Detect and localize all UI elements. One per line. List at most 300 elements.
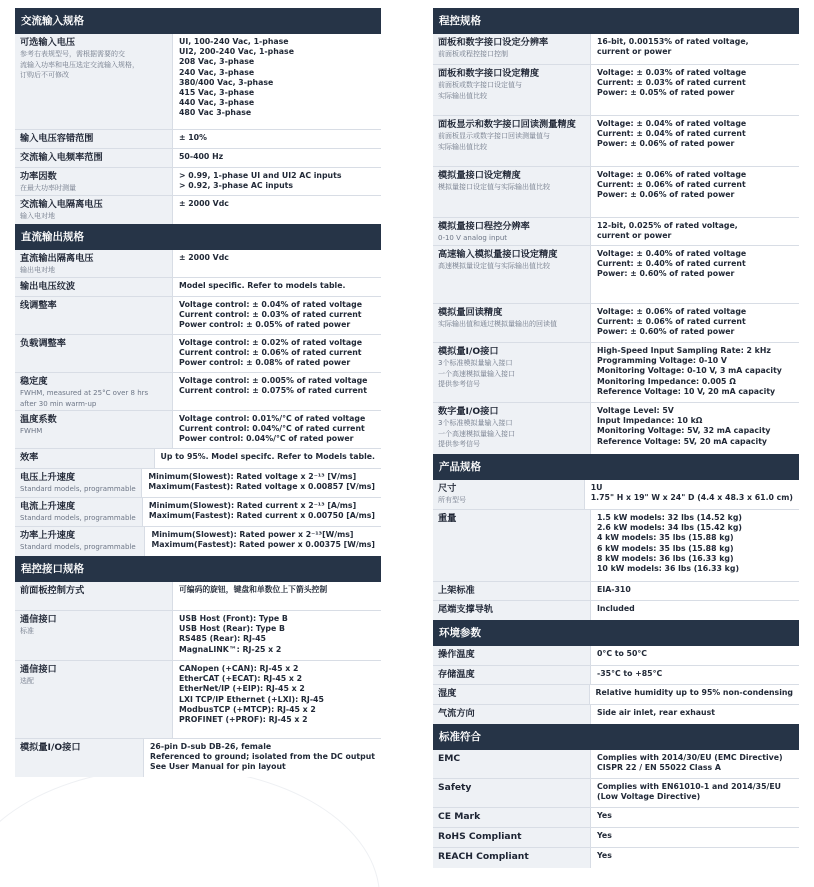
- spec-label-cell: [15, 335, 173, 372]
- right-spec-column: [433, 8, 799, 868]
- spec-value: Power control: ± 0.05% of rated power: [179, 320, 351, 330]
- spec-label-note: 在最大功率时测量: [20, 184, 76, 192]
- spec-section: [15, 224, 381, 556]
- spec-label-cell: [15, 168, 173, 195]
- spec-value: 415 Vac, 3-phase: [179, 88, 255, 98]
- spec-value: Maximum(Fastest): Rated power x 0.00375 [W/ms]: [151, 540, 375, 550]
- spec-label-cell: [433, 218, 591, 245]
- spec-label-cell: [433, 510, 591, 581]
- spec-row: [433, 403, 799, 454]
- spec-value: 440 Vac, 3-phase: [179, 98, 255, 108]
- spec-label: 效率: [20, 452, 39, 463]
- spec-value-cell: [591, 343, 799, 402]
- background-arc: [0, 767, 380, 887]
- spec-label-cell: [433, 480, 585, 509]
- spec-value: Power: ± 0.05% of rated power: [597, 88, 735, 98]
- spec-row: [433, 601, 799, 620]
- spec-label: REACH Compliant: [438, 851, 529, 862]
- spec-row: [15, 130, 381, 149]
- spec-label-cell: [15, 196, 173, 224]
- spec-value: Power: ± 0.60% of rated power: [597, 269, 735, 279]
- spec-value: Current control: ± 0.075% of rated current: [179, 386, 367, 396]
- spec-value: -35°C to +85°C: [597, 669, 663, 678]
- spec-value-cell: [591, 510, 799, 581]
- spec-row: [15, 739, 381, 777]
- spec-row: [433, 685, 799, 705]
- spec-label-cell: [433, 666, 591, 684]
- spec-label-note: 3个标准模拟量输入接口: [438, 419, 513, 427]
- spec-value: Voltage: ± 0.04% of rated voltage: [597, 119, 747, 128]
- spec-label: 线调整率: [20, 300, 57, 311]
- spec-row: [15, 373, 381, 411]
- spec-row: [433, 167, 799, 218]
- spec-value-cell: [591, 167, 799, 217]
- spec-value: Voltage: ± 0.06% of rated voltage: [597, 307, 747, 316]
- spec-row: [15, 661, 381, 739]
- spec-value: 1U: [590, 483, 603, 492]
- spec-value: 1.5 kW models: 32 lbs (14.52 kg): [597, 513, 742, 522]
- spec-row: [15, 498, 381, 527]
- spec-label-cell: [433, 705, 591, 724]
- spec-row: [433, 343, 799, 403]
- spec-label-note: 选配: [20, 677, 34, 685]
- spec-value: Yes: [597, 851, 612, 860]
- spec-value: 208 Vac, 3-phase: [179, 57, 255, 67]
- spec-label-cell: [433, 65, 591, 115]
- spec-value-cell: [591, 705, 799, 724]
- spec-value: EtherCAT (+ECAT): RJ-45 x 2: [179, 674, 303, 684]
- spec-value-cell: [173, 335, 381, 372]
- spec-value: CISPR 22 / EN 55022 Class A: [597, 763, 721, 773]
- spec-label: 功率上升速度: [20, 530, 76, 541]
- section-title: 直流输出规格: [15, 224, 381, 250]
- spec-label-cell: [433, 34, 591, 64]
- spec-value-cell: [173, 661, 381, 738]
- spec-value: Input Impedance: 10 kΩ: [597, 416, 703, 426]
- spec-value-cell: [585, 480, 799, 509]
- spec-label-note: FWHM: [20, 427, 43, 435]
- spec-value-cell: [173, 611, 381, 660]
- spec-value-cell: [173, 149, 381, 167]
- spec-value-cell: [591, 646, 799, 665]
- spec-value-cell: [155, 449, 381, 468]
- spec-value: Complies with EN61010-1 and 2014/35/EU: [597, 782, 782, 791]
- spec-label-cell: [433, 304, 591, 342]
- spec-value: 2.6 kW models: 34 lbs (15.42 kg): [597, 523, 742, 533]
- spec-label-cell: [433, 403, 591, 454]
- spec-label-cell: [15, 250, 173, 277]
- spec-label-note: 3个标准模拟量输入接口: [438, 359, 513, 367]
- spec-label-note: 输出电对地: [20, 266, 55, 274]
- spec-value: Voltage control: ± 0.02% of rated voltage: [179, 338, 363, 347]
- spec-value-cell: [144, 739, 381, 777]
- spec-label-note: FWHM, measured at 25°C over 8 hrs: [20, 389, 149, 397]
- spec-value-cell: [591, 582, 799, 600]
- spec-value: Power: ± 0.06% of rated power: [597, 139, 735, 149]
- spec-row: [433, 34, 799, 65]
- spec-value: ± 2000 Vdc: [179, 199, 229, 208]
- spec-value-cell: [173, 278, 381, 296]
- spec-label-note: 提供参考信号: [438, 380, 480, 388]
- section-title: 环境参数: [433, 620, 799, 646]
- spec-label: 模拟量接口设定精度: [438, 170, 521, 181]
- spec-label-cell: [15, 278, 173, 296]
- spec-value: PROFINET (+PROF): RJ-45 x 2: [179, 715, 308, 725]
- spec-value: 240 Vac, 3-phase: [179, 67, 255, 77]
- section-title: 标准符合: [433, 724, 799, 750]
- spec-label-cell: [15, 149, 173, 167]
- spec-value-cell: [591, 808, 799, 827]
- spec-label-cell: [15, 498, 143, 526]
- spec-label: 交流输入电频率范围: [20, 152, 103, 163]
- spec-value: 50-400 Hz: [179, 152, 224, 161]
- spec-label: 气流方向: [438, 708, 475, 719]
- spec-value: 8 kW models: 36 lbs (16.33 kg): [597, 553, 734, 563]
- spec-value: Relative humidity up to 95% non-condensing: [595, 688, 793, 697]
- spec-label: CE Mark: [438, 811, 481, 822]
- spec-label: 直流输出隔离电压: [20, 253, 94, 264]
- spec-label-note: 实际输出值比较: [438, 142, 487, 151]
- spec-value: Current: ± 0.40% of rated current: [597, 259, 746, 269]
- spec-value-cell: [173, 250, 381, 277]
- spec-value: Voltage Level: 5V: [597, 406, 674, 415]
- spec-value-cell: [173, 297, 381, 334]
- spec-row: [15, 34, 381, 130]
- spec-value-cell: [173, 373, 381, 410]
- spec-label-cell: [433, 343, 591, 402]
- spec-value: USB Host (Rear): Type B: [179, 624, 285, 634]
- spec-row: [433, 218, 799, 246]
- spec-label-cell: [15, 449, 155, 468]
- spec-label-note: 所有型号: [438, 496, 466, 504]
- spec-value: current or power: [597, 47, 672, 57]
- spec-label-note: 一个高速模拟量输入接口: [438, 429, 515, 438]
- spec-value-cell: [591, 34, 799, 64]
- spec-value: current or power: [597, 231, 672, 241]
- spec-label-note: 前面板或程控接口控制: [438, 50, 508, 58]
- spec-value-cell: [145, 527, 381, 556]
- spec-value: Current: ± 0.06% of rated current: [597, 317, 746, 327]
- spec-label-note: 模拟量接口设定值与实际输出值比较: [438, 183, 550, 191]
- spec-value: Voltage: ± 0.03% of rated voltage: [597, 68, 747, 77]
- spec-value-cell: [591, 666, 799, 684]
- spec-value: MagnaLINK™: RJ-25 x 2: [179, 644, 282, 654]
- spec-value: Voltage control: 0.01%/°C of rated voltage: [179, 414, 366, 423]
- spec-value: Yes: [597, 831, 612, 840]
- spec-row: [433, 808, 799, 828]
- spec-label: 存储温度: [438, 669, 475, 680]
- spec-value: Current control: 0.04%/°C of rated current: [179, 424, 365, 434]
- spec-label: RoHS Compliant: [438, 831, 522, 842]
- spec-value: > 0.92, 3-phase AC inputs: [179, 181, 294, 191]
- spec-value: High-Speed Input Sampling Rate: 2 kHz: [597, 346, 771, 355]
- spec-label-cell: [15, 411, 173, 448]
- spec-label: 尾端支撑导轨: [438, 604, 494, 615]
- spec-label: 稳定度: [20, 376, 48, 387]
- spec-label: 通信接口: [20, 664, 57, 675]
- spec-label-cell: [433, 750, 591, 778]
- spec-label-note: 标准: [20, 627, 34, 635]
- spec-value: Minimum(Slowest): Rated current x 2⁻¹³ [A/ms]: [148, 501, 357, 510]
- spec-value: USB Host (Front): Type B: [179, 614, 288, 623]
- spec-row: [15, 449, 381, 469]
- spec-label-cell: [15, 130, 173, 148]
- spec-label-cell: [15, 611, 173, 660]
- spec-value: Programming Voltage: 0-10 V: [597, 356, 727, 366]
- spec-label-cell: [433, 848, 591, 868]
- spec-value-cell: [591, 828, 799, 847]
- spec-label: 可选输入电压: [20, 37, 76, 48]
- spec-label-cell: [15, 739, 144, 777]
- spec-value: Side air inlet, rear exhaust: [597, 708, 715, 717]
- spec-label-note: 流输入功率和电压选定交流输入规格，: [20, 60, 139, 69]
- spec-label-cell: [15, 373, 173, 410]
- spec-value: Minimum(Slowest): Rated power x 2⁻¹³[W/ms]: [151, 530, 354, 539]
- spec-value-cell: [173, 582, 381, 610]
- spec-value: 12-bit, 0.025% of rated voltage,: [597, 221, 738, 230]
- spec-row: [433, 828, 799, 848]
- spec-label: 交流输入电隔离电压: [20, 199, 103, 210]
- spec-value: Monitoring Impedance: 0.005 Ω: [597, 376, 736, 386]
- spec-value: > 0.99, 1-phase UI and UI2 AC inputs: [179, 171, 342, 180]
- spec-label-cell: [433, 582, 591, 600]
- spec-value: Current control: ± 0.06% of rated current: [179, 348, 362, 358]
- spec-value-cell: [591, 403, 799, 454]
- spec-label-note: 0-10 V analog input: [438, 234, 508, 242]
- spec-row: [15, 278, 381, 297]
- spec-value: Up to 95%. Model specifc. Refer to Models table.: [160, 452, 375, 461]
- left-spec-column: [15, 8, 381, 777]
- spec-value: UI2, 200-240 Vac, 1-phase: [179, 47, 294, 57]
- spec-value: Voltage control: ± 0.04% of rated voltage: [179, 300, 363, 309]
- spec-value: UI, 100-240 Vac, 1-phase: [179, 37, 289, 46]
- spec-label: EMC: [438, 753, 461, 764]
- spec-value: Power control: 0.04%/°C of rated power: [179, 434, 354, 444]
- spec-section: [15, 556, 381, 777]
- spec-value: Voltage: ± 0.06% of rated voltage: [597, 170, 747, 179]
- spec-row: [433, 705, 799, 724]
- spec-label-note: 一个高速模拟量输入接口: [438, 369, 515, 378]
- spec-value: Power: ± 0.06% of rated power: [597, 190, 735, 200]
- spec-label: 面板和数字接口设定精度: [438, 68, 540, 79]
- spec-value: 1.75" H x 19" W x 24" D (4.4 x 48.3 x 61.0 cm): [590, 493, 793, 503]
- spec-label: 通信接口: [20, 614, 57, 625]
- spec-value-cell: [173, 34, 381, 129]
- spec-value: 26-pin D-sub DB-26, female: [150, 742, 272, 751]
- spec-label: 湿度: [438, 688, 457, 699]
- spec-row: [433, 304, 799, 343]
- spec-value: Current: ± 0.03% of rated current: [597, 78, 746, 88]
- spec-label: 电流上升速度: [20, 501, 76, 512]
- section-title: 程控规格: [433, 8, 799, 34]
- spec-value-cell: [591, 116, 799, 166]
- section-title: 产品规格: [433, 454, 799, 480]
- spec-value: Current: ± 0.06% of rated current: [597, 180, 746, 190]
- spec-value-cell: [143, 498, 381, 526]
- spec-row: [433, 750, 799, 779]
- spec-label-note: 前面板显示或数字接口回读测量值与: [438, 132, 550, 140]
- spec-value-cell: [142, 469, 381, 497]
- spec-label-note: 订购后不可修改: [20, 71, 69, 79]
- spec-value: 6 kW models: 35 lbs (15.88 kg): [597, 543, 734, 553]
- spec-row: [15, 582, 381, 611]
- spec-label-cell: [15, 297, 173, 334]
- spec-value: Voltage: ± 0.40% of rated voltage: [597, 249, 747, 258]
- spec-label-note: 提供参考信号: [438, 440, 480, 448]
- spec-label: 前面板控制方式: [20, 585, 85, 596]
- spec-row: [433, 510, 799, 582]
- spec-label: 负载调整率: [20, 338, 66, 349]
- spec-label-cell: [15, 527, 145, 556]
- spec-row: [15, 411, 381, 449]
- spec-label: 输出电压纹波: [20, 281, 76, 292]
- spec-value: Complies with 2014/30/EU (EMC Directive): [597, 753, 783, 762]
- spec-label: 功率因数: [20, 171, 57, 182]
- spec-label-cell: [433, 779, 591, 807]
- spec-label: 数字量I/O接口: [438, 406, 499, 417]
- spec-value: 0°C to 50°C: [597, 649, 648, 658]
- spec-row: [15, 469, 381, 498]
- spec-label: 重量: [438, 513, 457, 524]
- spec-value: (Low Voltage Directive): [597, 792, 701, 802]
- spec-label-note: 高速模拟量设定值与实际输出值比较: [438, 262, 550, 270]
- spec-value-cell: [173, 130, 381, 148]
- spec-value-cell: [591, 601, 799, 620]
- spec-row: [15, 196, 381, 224]
- spec-label: 高速输入模拟量接口设定精度: [438, 249, 558, 260]
- spec-value: 16-bit, 0.00153% of rated voltage,: [597, 37, 749, 46]
- spec-row: [433, 246, 799, 304]
- spec-section: [15, 8, 381, 224]
- spec-label-note: 实际输出值和通过模拟量输出的回读值: [438, 320, 557, 328]
- spec-label: 模拟量I/O接口: [20, 742, 81, 753]
- spec-value-cell: [591, 246, 799, 303]
- spec-row: [15, 335, 381, 373]
- spec-value-cell: [173, 196, 381, 224]
- spec-value: Current control: ± 0.03% of rated current: [179, 310, 362, 320]
- spec-value-cell: [590, 685, 800, 704]
- spec-label-cell: [433, 601, 591, 620]
- spec-value: ModbusTCP (+MTCP): RJ-45 x 2: [179, 704, 316, 714]
- spec-value: ± 10%: [179, 133, 207, 142]
- spec-value: RS485 (Rear): RJ-45: [179, 634, 266, 644]
- spec-label: 模拟量I/O接口: [438, 346, 499, 357]
- spec-label-cell: [433, 246, 591, 303]
- spec-label: 温度系数: [20, 414, 57, 425]
- spec-value: Monitoring Voltage: 5V, 32 mA capacity: [597, 426, 771, 436]
- spec-label-cell: [433, 685, 590, 704]
- section-title: 交流输入规格: [15, 8, 381, 34]
- spec-row: [15, 250, 381, 278]
- spec-value: Voltage control: ± 0.005% of rated voltage: [179, 376, 368, 385]
- spec-label-cell: [433, 808, 591, 827]
- spec-value: Reference Voltage: 10 V, 20 mA capacity: [597, 386, 776, 396]
- spec-label: 面板和数字接口设定分辨率: [438, 37, 549, 48]
- spec-value: Monitoring Voltage: 0-10 V, 3 mA capacity: [597, 366, 782, 376]
- spec-value: Power: ± 0.60% of rated power: [597, 327, 735, 337]
- spec-section: [433, 620, 799, 724]
- spec-value-cell: [591, 779, 799, 807]
- spec-label: 模拟量接口程控分辨率: [438, 221, 530, 232]
- spec-label-cell: [433, 116, 591, 166]
- spec-value: LXI TCP/IP Ethernet (+LXI): RJ-45: [179, 694, 324, 704]
- spec-label-cell: [15, 469, 142, 497]
- spec-row: [433, 666, 799, 685]
- spec-value: Included: [597, 604, 635, 613]
- spec-label: 操作温度: [438, 649, 475, 660]
- spec-row: [15, 611, 381, 661]
- spec-label-cell: [15, 661, 173, 738]
- spec-value: Maximum(Fastest): Rated voltage x 0.00857 [V/ms]: [148, 482, 375, 492]
- spec-value-cell: [591, 848, 799, 868]
- spec-value: 380/400 Vac, 3-phase: [179, 77, 274, 87]
- spec-value-cell: [173, 168, 381, 195]
- spec-label-cell: [433, 646, 591, 665]
- spec-label-cell: [15, 34, 173, 129]
- spec-value: See User Manual for pin layout: [150, 762, 286, 772]
- spec-section: [433, 724, 799, 868]
- spec-label-note: Standard models, programmable: [20, 543, 136, 551]
- spec-value: EIA-310: [597, 585, 631, 594]
- spec-label-note: Standard models, programmable: [20, 514, 136, 522]
- spec-label-note: Standard models, programmable: [20, 485, 136, 493]
- spec-label: 尺寸: [438, 483, 457, 494]
- spec-label-note: 实际输出值比较: [438, 91, 487, 100]
- spec-label: Safety: [438, 782, 472, 793]
- spec-row: [433, 779, 799, 808]
- spec-value: 10 kW models: 36 lbs (16.33 kg): [597, 564, 740, 574]
- spec-value-cell: [173, 411, 381, 448]
- spec-value-cell: [591, 65, 799, 115]
- spec-label: 模拟量回读精度: [438, 307, 503, 318]
- spec-row: [15, 168, 381, 196]
- spec-row: [15, 149, 381, 168]
- spec-section: [433, 8, 799, 454]
- spec-value: CANopen (+CAN): RJ-45 x 2: [179, 664, 299, 673]
- spec-value: EtherNet/IP (+EIP): RJ-45 x 2: [179, 684, 305, 694]
- spec-label-cell: [433, 167, 591, 217]
- spec-value: 可编码的旋钮，键盘和单数位上下箭头控制: [179, 585, 328, 594]
- spec-label-note: after 30 min warm-up: [20, 399, 97, 408]
- spec-value: Reference Voltage: 5V, 20 mA capacity: [597, 436, 768, 446]
- spec-row: [433, 480, 799, 510]
- spec-value: Referenced to ground; isolated from the DC output: [150, 752, 375, 762]
- spec-value: Minimum(Slowest): Rated voltage x 2⁻¹³ [V/ms]: [148, 472, 357, 481]
- spec-row: [433, 65, 799, 116]
- spec-row: [433, 646, 799, 666]
- spec-label-note: 参考右表规型号，需根据需要的交: [20, 50, 125, 58]
- spec-label-cell: [433, 828, 591, 847]
- spec-value: Current: ± 0.04% of rated current: [597, 129, 746, 139]
- spec-label-note: 前面板或数字接口设定值与: [438, 81, 522, 89]
- spec-section: [433, 454, 799, 620]
- spec-row: [15, 527, 381, 556]
- spec-value-cell: [591, 218, 799, 245]
- spec-value: 4 kW models: 35 lbs (15.88 kg): [597, 533, 734, 543]
- spec-row: [433, 116, 799, 167]
- spec-value: Maximum(Fastest): Rated current x 0.00750 [A/ms]: [148, 511, 375, 521]
- spec-row: [433, 848, 799, 868]
- spec-label: 电压上升速度: [20, 472, 76, 483]
- spec-row: [15, 297, 381, 335]
- spec-label-note: 输入电对地: [20, 212, 55, 220]
- spec-value-cell: [591, 750, 799, 778]
- spec-row: [433, 582, 799, 601]
- spec-value-cell: [591, 304, 799, 342]
- section-title: 程控接口规格: [15, 556, 381, 582]
- spec-value: Yes: [597, 811, 612, 820]
- spec-label: 输入电压容错范围: [20, 133, 94, 144]
